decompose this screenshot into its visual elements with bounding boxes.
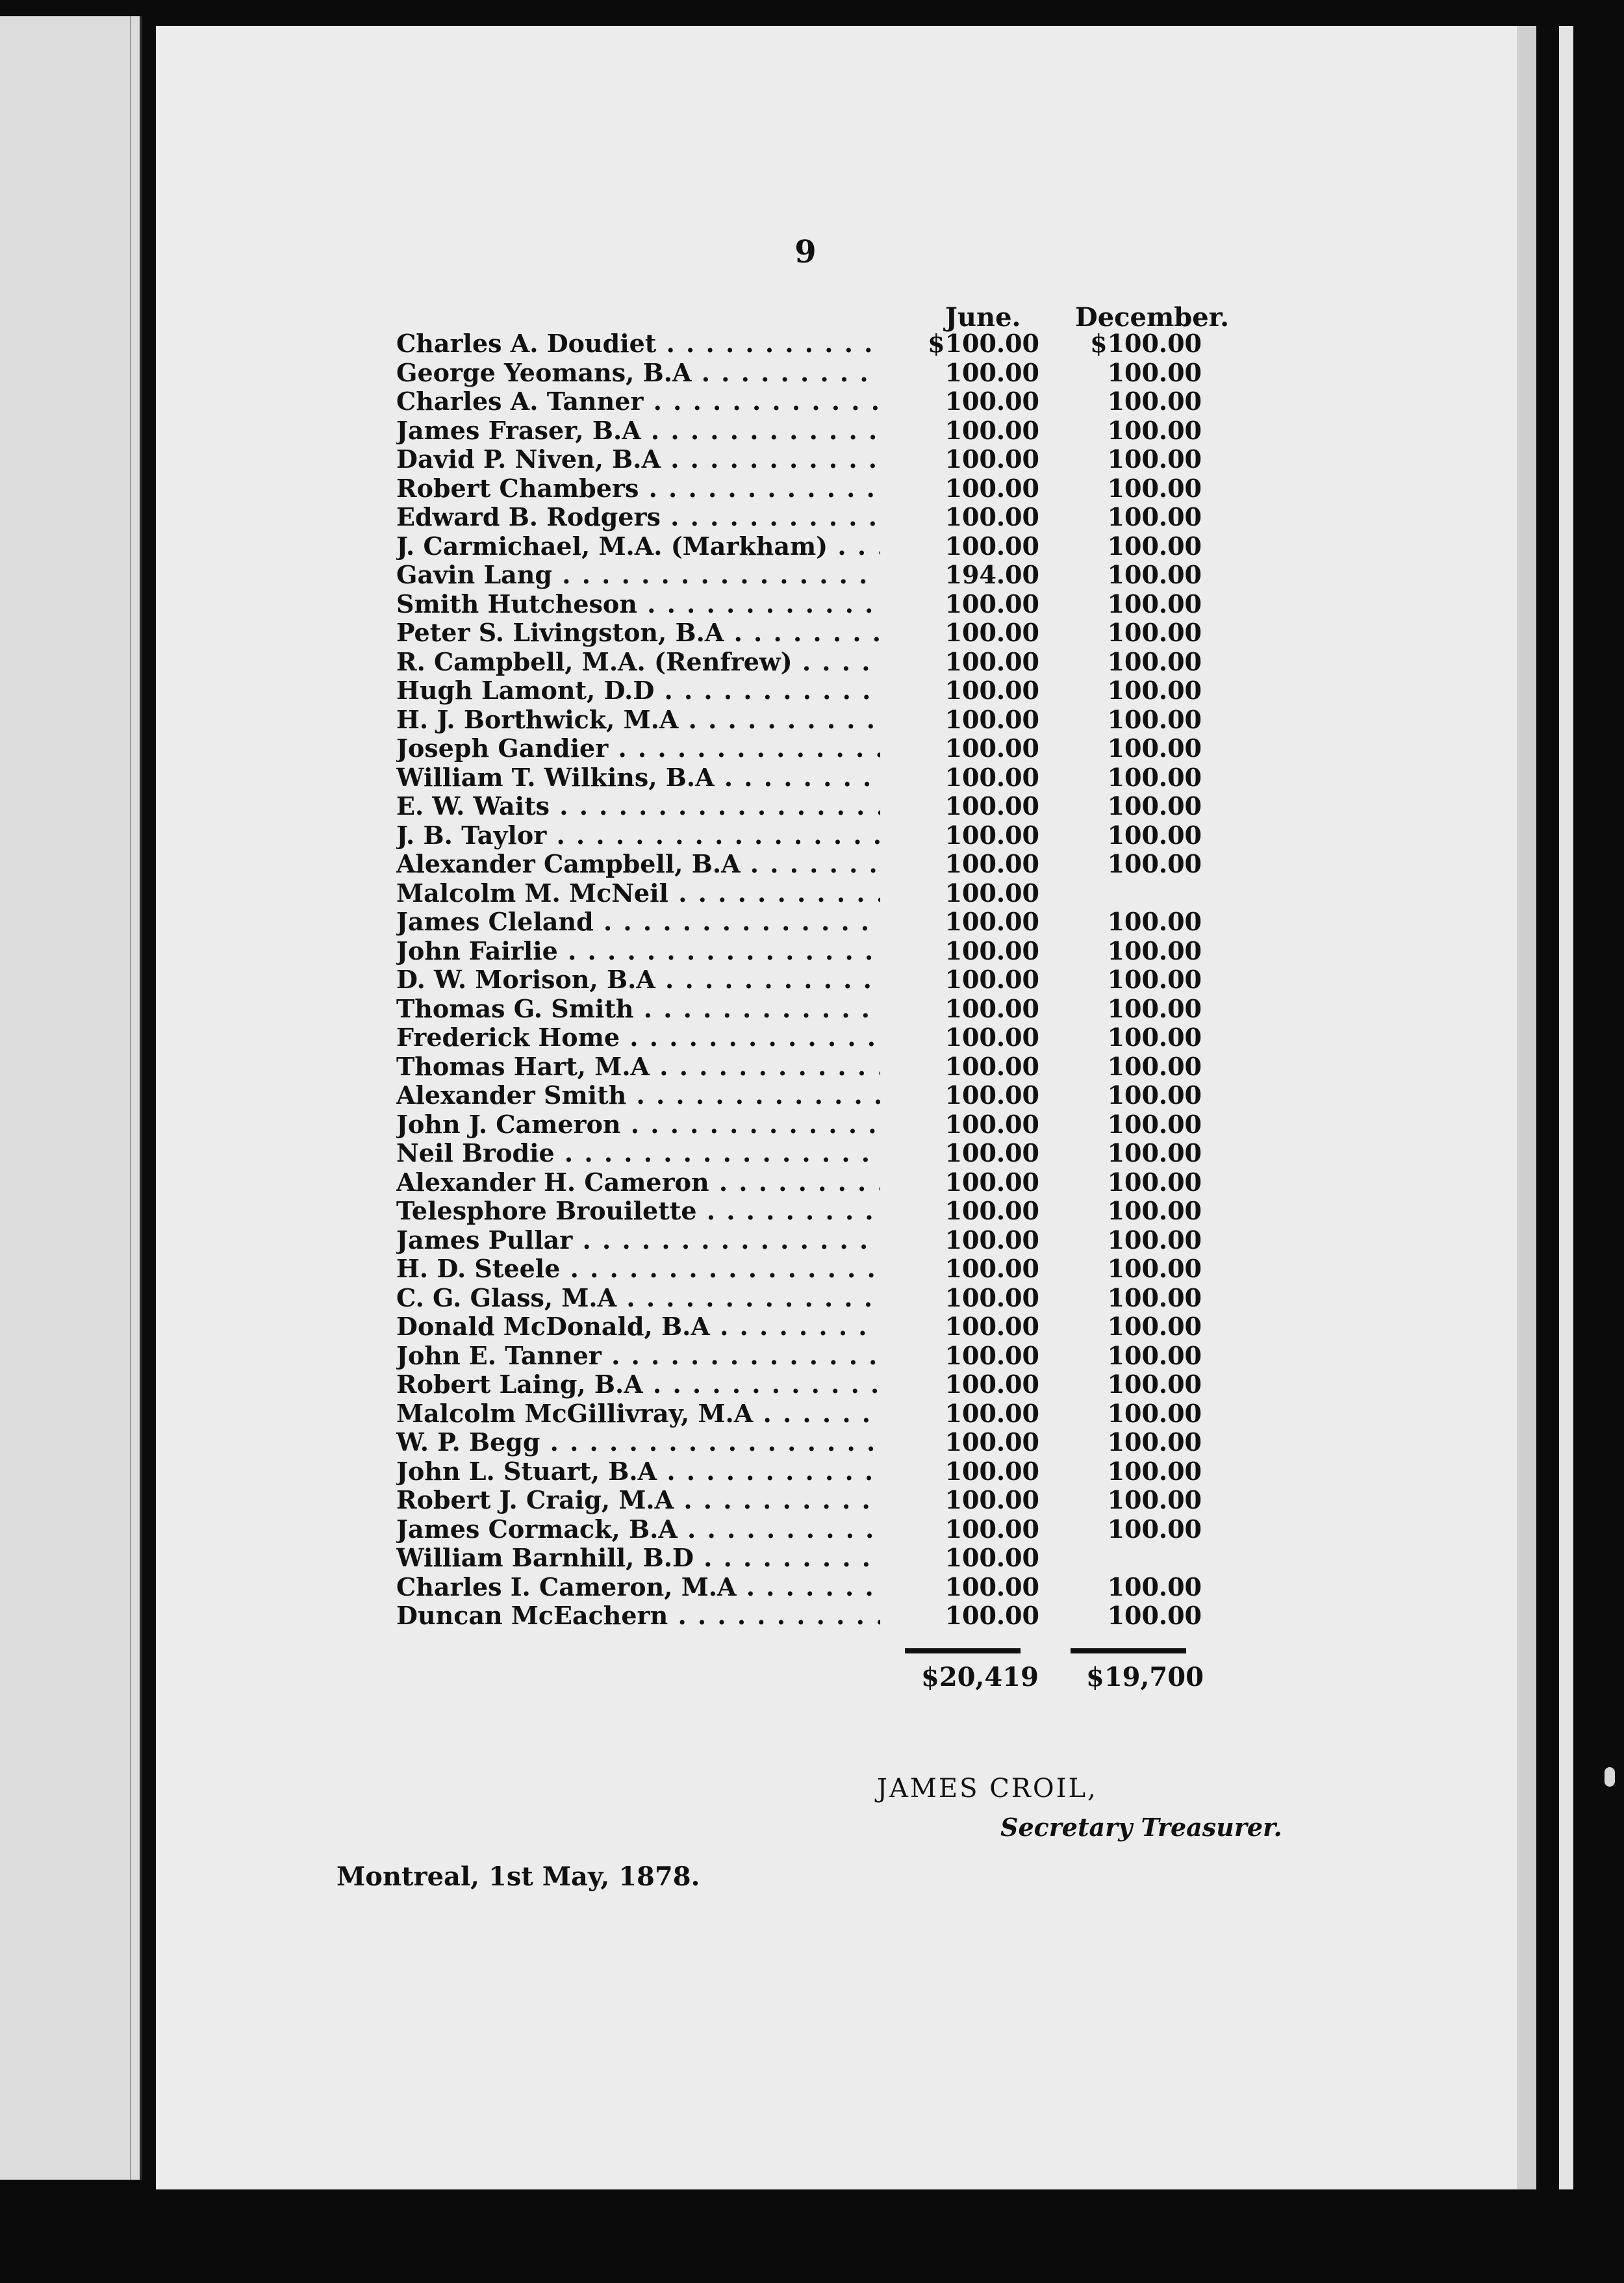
table-row xyxy=(396,792,1228,821)
row-name: Charles I. Cameron, M.A . . . xyxy=(396,1573,880,1601)
row-name: H. J. Borthwick, M.A . . . xyxy=(396,706,880,734)
row-june-amount: 100.00 xyxy=(945,733,1039,763)
row-name: Malcolm M. McNeil . . . xyxy=(396,879,880,908)
row-december-amount: 100.00 xyxy=(1107,1312,1202,1341)
row-june-amount: 100.00 xyxy=(945,820,1039,850)
table-row xyxy=(396,1197,1228,1226)
row-name: C. G. Glass, M.A . . . xyxy=(396,1284,880,1312)
row-december-amount: 100.00 xyxy=(1107,387,1202,416)
table-row xyxy=(396,503,1228,532)
june-total: $20,419 xyxy=(921,1662,1039,1692)
table-row xyxy=(396,1168,1228,1197)
table-row xyxy=(396,1457,1228,1486)
row-june-amount: 100.00 xyxy=(945,1167,1039,1197)
row-name: Thomas Hart, M.A . . . xyxy=(396,1052,880,1081)
row-june-amount: 100.00 xyxy=(945,1427,1039,1457)
table-row xyxy=(396,1255,1228,1284)
table-row xyxy=(396,1399,1228,1429)
column-header-december: December. xyxy=(1075,302,1230,333)
row-name: Thomas G. Smith . . . xyxy=(396,995,880,1023)
table-row xyxy=(396,879,1228,908)
table-row xyxy=(396,676,1228,706)
row-december-amount: 100.00 xyxy=(1107,502,1202,531)
row-june-amount: 100.00 xyxy=(945,1514,1039,1544)
table-row xyxy=(396,359,1228,388)
row-december-amount: $100.00 xyxy=(1090,329,1202,358)
row-december-amount: 100.00 xyxy=(1107,993,1202,1023)
row-december-amount: 100.00 xyxy=(1107,849,1202,878)
row-name: James Fraser, B.A . . . xyxy=(396,416,880,445)
table-row xyxy=(396,908,1228,937)
row-june-amount: 100.00 xyxy=(945,502,1039,531)
row-name: Edward B. Rodgers . . . xyxy=(396,503,880,531)
row-december-amount: 100.00 xyxy=(1107,1109,1202,1139)
row-june-amount: 100.00 xyxy=(945,704,1039,734)
row-name: John E. Tanner . . . xyxy=(396,1342,880,1370)
page-number: 9 xyxy=(794,234,817,270)
row-name: Alexander Campbell, B.A . . . xyxy=(396,850,880,878)
row-name: Alexander Smith . . . xyxy=(396,1081,880,1110)
row-name: Robert Chambers . . . xyxy=(396,474,880,503)
row-june-amount: 100.00 xyxy=(945,1254,1039,1283)
row-june-amount: 100.00 xyxy=(945,878,1039,908)
row-december-amount: 100.00 xyxy=(1107,1254,1202,1283)
row-december-amount: 100.00 xyxy=(1107,589,1202,619)
table-row xyxy=(396,995,1228,1024)
row-june-amount: 100.00 xyxy=(945,762,1039,792)
row-name: Robert Laing, B.A . . . xyxy=(396,1370,880,1399)
row-december-amount: 100.00 xyxy=(1107,791,1202,821)
december-total: $19,700 xyxy=(1086,1662,1204,1692)
row-name: J. Carmichael, M.A. (Markham) . . . xyxy=(396,532,880,561)
row-june-amount: $100.00 xyxy=(928,329,1039,358)
row-december-amount: 100.00 xyxy=(1107,907,1202,936)
row-june-amount: 100.00 xyxy=(945,1485,1039,1514)
row-name: James Cormack, B.A . . . xyxy=(396,1515,880,1544)
table-row xyxy=(396,965,1228,995)
table-row xyxy=(396,937,1228,966)
row-june-amount: 100.00 xyxy=(945,993,1039,1023)
row-june-amount: 100.00 xyxy=(945,849,1039,878)
row-december-amount: 100.00 xyxy=(1107,820,1202,850)
row-december-amount: 100.00 xyxy=(1107,1282,1202,1312)
row-name: W. P. Begg . . . xyxy=(396,1428,880,1457)
table-row xyxy=(396,734,1228,763)
row-december-amount: 100.00 xyxy=(1107,676,1202,705)
row-december-amount: 100.00 xyxy=(1107,1601,1202,1630)
table-row xyxy=(396,1428,1228,1457)
row-name: Frederick Home . . . xyxy=(396,1023,880,1052)
table-row xyxy=(396,532,1228,561)
table-row xyxy=(396,850,1228,879)
table-row xyxy=(396,1110,1228,1140)
row-december-amount: 100.00 xyxy=(1107,357,1202,387)
row-december-amount: 100.00 xyxy=(1107,1370,1202,1399)
row-december-amount: 100.00 xyxy=(1107,1225,1202,1255)
row-june-amount: 100.00 xyxy=(945,1572,1039,1601)
row-december-amount: 100.00 xyxy=(1107,1572,1202,1601)
row-december-amount: 100.00 xyxy=(1107,1427,1202,1457)
table-row xyxy=(396,821,1228,850)
row-june-amount: 100.00 xyxy=(945,444,1039,474)
row-december-amount: 100.00 xyxy=(1107,1051,1202,1081)
row-june-amount: 100.00 xyxy=(945,1051,1039,1081)
table-row xyxy=(396,763,1228,793)
row-june-amount: 100.00 xyxy=(945,1109,1039,1139)
table-row xyxy=(396,329,1228,359)
row-june-amount: 100.00 xyxy=(945,589,1039,619)
left-page-edge xyxy=(0,16,131,2180)
table-row xyxy=(396,1486,1228,1515)
row-december-amount: 100.00 xyxy=(1107,444,1202,474)
row-name: James Pullar . . . xyxy=(396,1226,880,1255)
row-name: Donald McDonald, B.A . . . xyxy=(396,1312,880,1341)
table-row xyxy=(396,1601,1228,1631)
row-december-amount: 100.00 xyxy=(1107,531,1202,561)
row-name: D. W. Morison, B.A . . . xyxy=(396,965,880,994)
table-row xyxy=(396,1226,1228,1255)
table-row xyxy=(396,1312,1228,1342)
row-december-amount: 100.00 xyxy=(1107,1398,1202,1428)
row-december-amount: 100.00 xyxy=(1107,646,1202,676)
row-name: R. Campbell, M.A. (Renfrew) . . . xyxy=(396,648,880,676)
table-row xyxy=(396,445,1228,474)
row-name: Telesphore Brouilette . . . xyxy=(396,1197,880,1225)
row-june-amount: 100.00 xyxy=(945,618,1039,647)
row-june-amount: 100.00 xyxy=(945,676,1039,705)
row-june-amount: 100.00 xyxy=(945,1138,1039,1167)
row-december-amount: 100.00 xyxy=(1107,1340,1202,1370)
row-june-amount: 100.00 xyxy=(945,357,1039,387)
row-name: J. B. Taylor . . . xyxy=(396,821,880,850)
row-december-amount: 100.00 xyxy=(1107,965,1202,994)
page-edge xyxy=(1559,26,1573,2189)
row-june-amount: 100.00 xyxy=(945,1282,1039,1312)
row-december-amount: 100.00 xyxy=(1107,733,1202,763)
table-row xyxy=(396,648,1228,677)
row-june-amount: 100.00 xyxy=(945,1601,1039,1630)
row-june-amount: 100.00 xyxy=(945,907,1039,936)
row-june-amount: 100.00 xyxy=(945,387,1039,416)
row-name: Neil Brodie . . . xyxy=(396,1139,880,1167)
row-june-amount: 100.00 xyxy=(945,1023,1039,1052)
left-facing-page xyxy=(0,16,142,2180)
row-december-amount: 100.00 xyxy=(1107,936,1202,965)
row-december-amount: 100.00 xyxy=(1107,1485,1202,1514)
table-row xyxy=(396,1139,1228,1168)
row-december-amount: 100.00 xyxy=(1107,1456,1202,1486)
table-row xyxy=(396,474,1228,504)
table-row xyxy=(396,1081,1228,1110)
row-december-amount: 100.00 xyxy=(1107,618,1202,647)
row-june-amount: 100.00 xyxy=(945,1456,1039,1486)
table-row xyxy=(396,1515,1228,1544)
row-june-amount: 100.00 xyxy=(945,965,1039,994)
signer-title: Secretary Treasurer. xyxy=(1000,1813,1282,1842)
place-date: Montreal, 1st May, 1878. xyxy=(336,1861,700,1892)
row-december-amount: 100.00 xyxy=(1107,1138,1202,1167)
table-row xyxy=(396,619,1228,648)
row-name: Charles A. Tanner . . . xyxy=(396,387,880,416)
row-name: H. D. Steele . . . xyxy=(396,1255,880,1283)
table-row xyxy=(396,1342,1228,1371)
row-name: Duncan McEachern . . . xyxy=(396,1601,880,1630)
row-june-amount: 194.00 xyxy=(945,560,1039,589)
subscription-list xyxy=(396,329,1228,1631)
scan-mark xyxy=(1605,1767,1615,1787)
table-row xyxy=(396,1370,1228,1399)
row-june-amount: 100.00 xyxy=(945,415,1039,445)
table-row xyxy=(396,1023,1228,1052)
table-row xyxy=(396,1544,1228,1573)
row-june-amount: 100.00 xyxy=(945,473,1039,503)
table-row xyxy=(396,706,1228,735)
row-june-amount: 100.00 xyxy=(945,1370,1039,1399)
row-december-amount: 100.00 xyxy=(1107,1514,1202,1544)
row-december-amount: 100.00 xyxy=(1107,473,1202,503)
table-row xyxy=(396,1052,1228,1082)
row-june-amount: 100.00 xyxy=(945,1340,1039,1370)
row-june-amount: 100.00 xyxy=(945,1225,1039,1255)
row-june-amount: 100.00 xyxy=(945,531,1039,561)
row-name: John Fairlie . . . xyxy=(396,937,880,965)
row-june-amount: 100.00 xyxy=(945,1312,1039,1341)
row-name: Gavin Lang . . . xyxy=(396,561,880,589)
row-december-amount: 100.00 xyxy=(1107,762,1202,792)
row-name: William Barnhill, B.D . . . xyxy=(396,1544,880,1572)
row-december-amount: 100.00 xyxy=(1107,1196,1202,1225)
row-name: Hugh Lamont, D.D . . . xyxy=(396,676,880,705)
row-december-amount: 100.00 xyxy=(1107,560,1202,589)
table-row xyxy=(396,561,1228,590)
row-name: Alexander H. Cameron . . . xyxy=(396,1168,880,1197)
table-row xyxy=(396,387,1228,416)
row-june-amount: 100.00 xyxy=(945,1543,1039,1572)
row-name: E. W. Waits . . . xyxy=(396,792,880,821)
row-name: Smith Hutcheson . . . xyxy=(396,590,880,619)
row-june-amount: 100.00 xyxy=(945,1398,1039,1428)
row-june-amount: 100.00 xyxy=(945,791,1039,821)
row-name: Malcolm McGillivray, M.A . . . xyxy=(396,1399,880,1428)
column-header-june: June. xyxy=(945,302,1021,333)
row-june-amount: 100.00 xyxy=(945,646,1039,676)
row-name: Charles A. Doudiet . . . xyxy=(396,329,880,358)
row-june-amount: 100.00 xyxy=(945,1196,1039,1225)
row-december-amount: 100.00 xyxy=(1107,1167,1202,1197)
row-name: George Yeomans, B.A . . . xyxy=(396,359,880,387)
table-row xyxy=(396,590,1228,619)
row-june-amount: 100.00 xyxy=(945,1080,1039,1110)
june-total-rule xyxy=(905,1648,1021,1653)
row-name: Robert J. Craig, M.A . . . xyxy=(396,1486,880,1514)
row-december-amount: 100.00 xyxy=(1107,1080,1202,1110)
table-row xyxy=(396,1573,1228,1602)
row-name: James Cleland . . . xyxy=(396,908,880,936)
signer-name: JAMES CROIL, xyxy=(877,1774,1098,1804)
row-name: John L. Stuart, B.A . . . xyxy=(396,1457,880,1486)
table-row xyxy=(396,416,1228,446)
row-december-amount: 100.00 xyxy=(1107,415,1202,445)
row-name: David P. Niven, B.A . . . xyxy=(396,445,880,474)
row-december-amount: 100.00 xyxy=(1107,704,1202,734)
table-row xyxy=(396,1284,1228,1313)
row-name: Joseph Gandier . . . xyxy=(396,734,880,763)
row-name: Peter S. Livingston, B.A . . . xyxy=(396,619,880,647)
row-june-amount: 100.00 xyxy=(945,936,1039,965)
december-total-rule xyxy=(1071,1648,1186,1653)
row-name: William T. Wilkins, B.A . . . xyxy=(396,763,880,792)
row-december-amount: 100.00 xyxy=(1107,1023,1202,1052)
row-name: John J. Cameron . . . xyxy=(396,1110,880,1139)
